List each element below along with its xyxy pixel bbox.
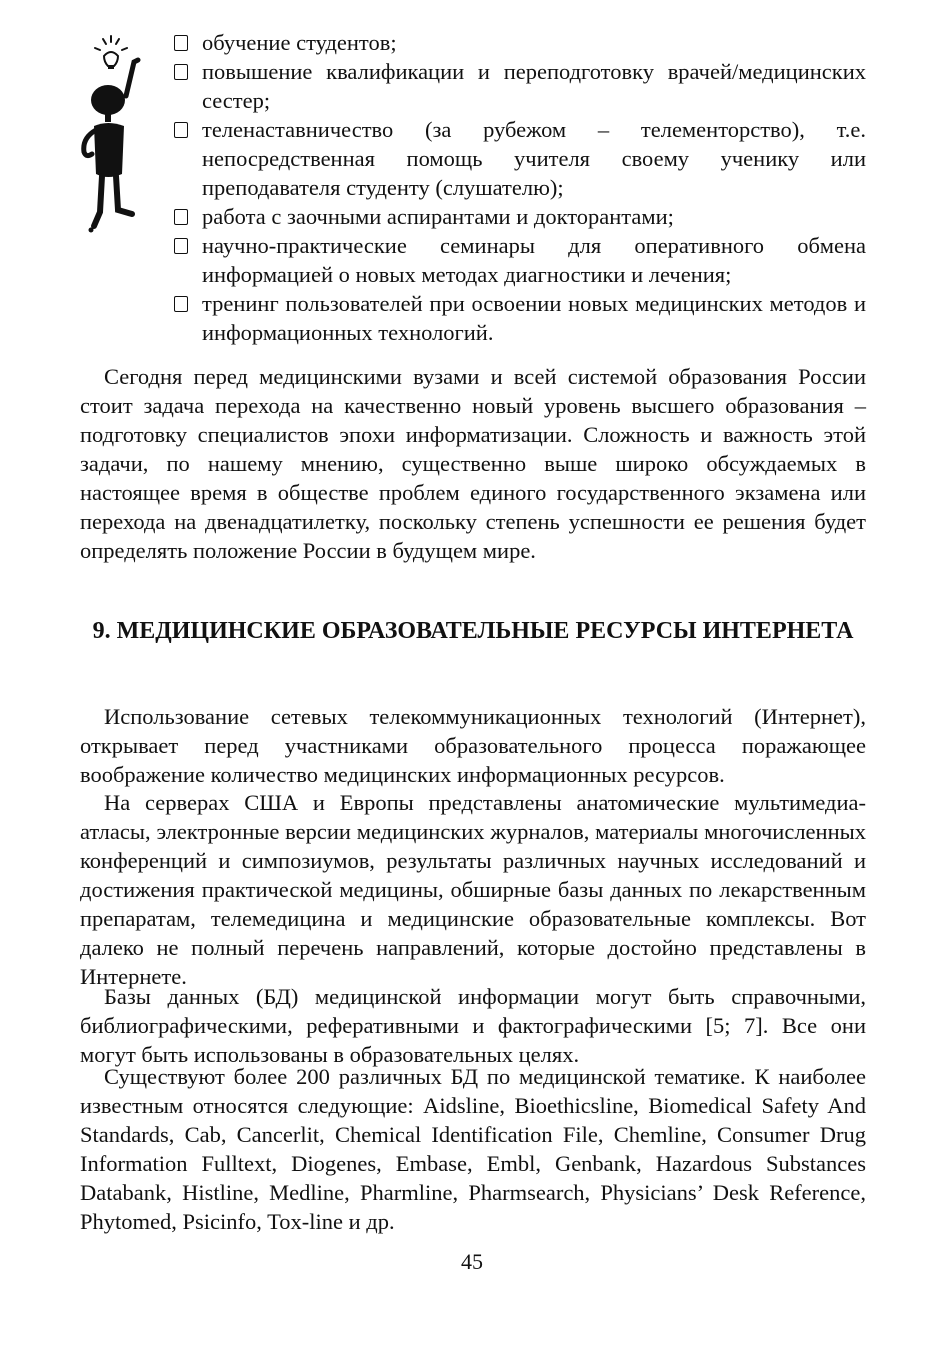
body-paragraph: Существуют более 200 различных БД по медицинской тематике. К наиболее известным относятся следующие: Aidsline, Bioethicsline, Biomedical Safety And Standards, Cab, Cancerlit, Chemical Identification File, Chemline, Consumer Drug Information Fulltext, Diogenes, Embase, Embl, Genbank, Hazardous Substances Databank, Histline, Medline, Pharmline, Pharmsearch, Physicians’ Desk Reference, Phytomed, Psicinfo, Tox-line и др.: [80, 1064, 866, 1234]
bullet-list: [172, 28, 866, 347]
body-paragraph: На серверах США и Европы представлены анатомические мультимедиа-атласы, электронные версии медицинских журналов, материалы многочисленных конференций и симпозиумов, результаты различных научных исследований и достижения практической медицины, обширные базы данных по лекарственным препаратам, телемедицина и медицинские образовательные комплексы. Вот далеко не полный перечень направлений, которые достойно представлены в Интернете.: [80, 790, 866, 989]
list-item-text: теленаставничество (за рубежом – телементорство), т.е. непосредственная помощь учителя своему ученику или преподавателя студенту (слушателю);: [202, 117, 866, 200]
list-item: [172, 57, 866, 115]
list-item-text: тренинг пользователей при освоении новых медицинских методов и информационных технологий.: [202, 291, 866, 345]
list-item: [172, 28, 866, 57]
body-paragraph: Базы данных (БД) медицинской информации могут быть справочными, библиографическими, реферативными и фактографическими [5; 7]. Все они могут быть использованы в образовательных целях.: [80, 984, 866, 1067]
checkbox-square-icon: [174, 64, 188, 80]
checkbox-square-icon: [174, 122, 188, 138]
checkbox-square-icon: [174, 209, 188, 225]
list-item-text: обучение студентов;: [202, 30, 397, 55]
list-item-text: работа с заочными аспирантами и докторантами;: [202, 204, 674, 229]
list-item-text: повышение квалификации и переподготовку врачей/медицинских сестер;: [202, 59, 866, 113]
body-paragraph: Использование сетевых телекоммуникационных технологий (Интернет), открывает перед участниками образовательного процесса поражающее воображение количество медицинских информационных ресурсов.: [80, 704, 866, 787]
list-item: [172, 231, 866, 289]
checkbox-square-icon: [174, 35, 188, 51]
thinking-person-lightbulb-icon: [78, 34, 158, 244]
list-item: [172, 202, 866, 231]
list-item: [172, 289, 866, 347]
checkbox-square-icon: [174, 238, 188, 254]
section-heading: 9. МЕДИЦИНСКИЕ ОБРАЗОВАТЕЛЬНЫЕ РЕСУРСЫ ИНТЕРНЕТА: [92, 618, 854, 644]
list-item-text: научно-практические семинары для оперативного обмена информацией о новых методах диагностики и лечения;: [202, 233, 866, 287]
intro-paragraph: Сегодня перед медицинскими вузами и всей системой образования России стоит задача перехода на качественно новый уровень высшего образования – подготовку специалистов эпохи информатизации. Сложность и важность этой задачи, по нашему мнению, существенно выше широко обсуждаемых в настоящее время в обществе проблем единого государственного экзамена или перехода на двенадцатилетку, поскольку степень успешности ее решения будет определять положение России в будущем мире.: [80, 364, 866, 563]
page-number: 45: [461, 1249, 483, 1274]
list-item: [172, 115, 866, 202]
checkbox-square-icon: [174, 296, 188, 312]
